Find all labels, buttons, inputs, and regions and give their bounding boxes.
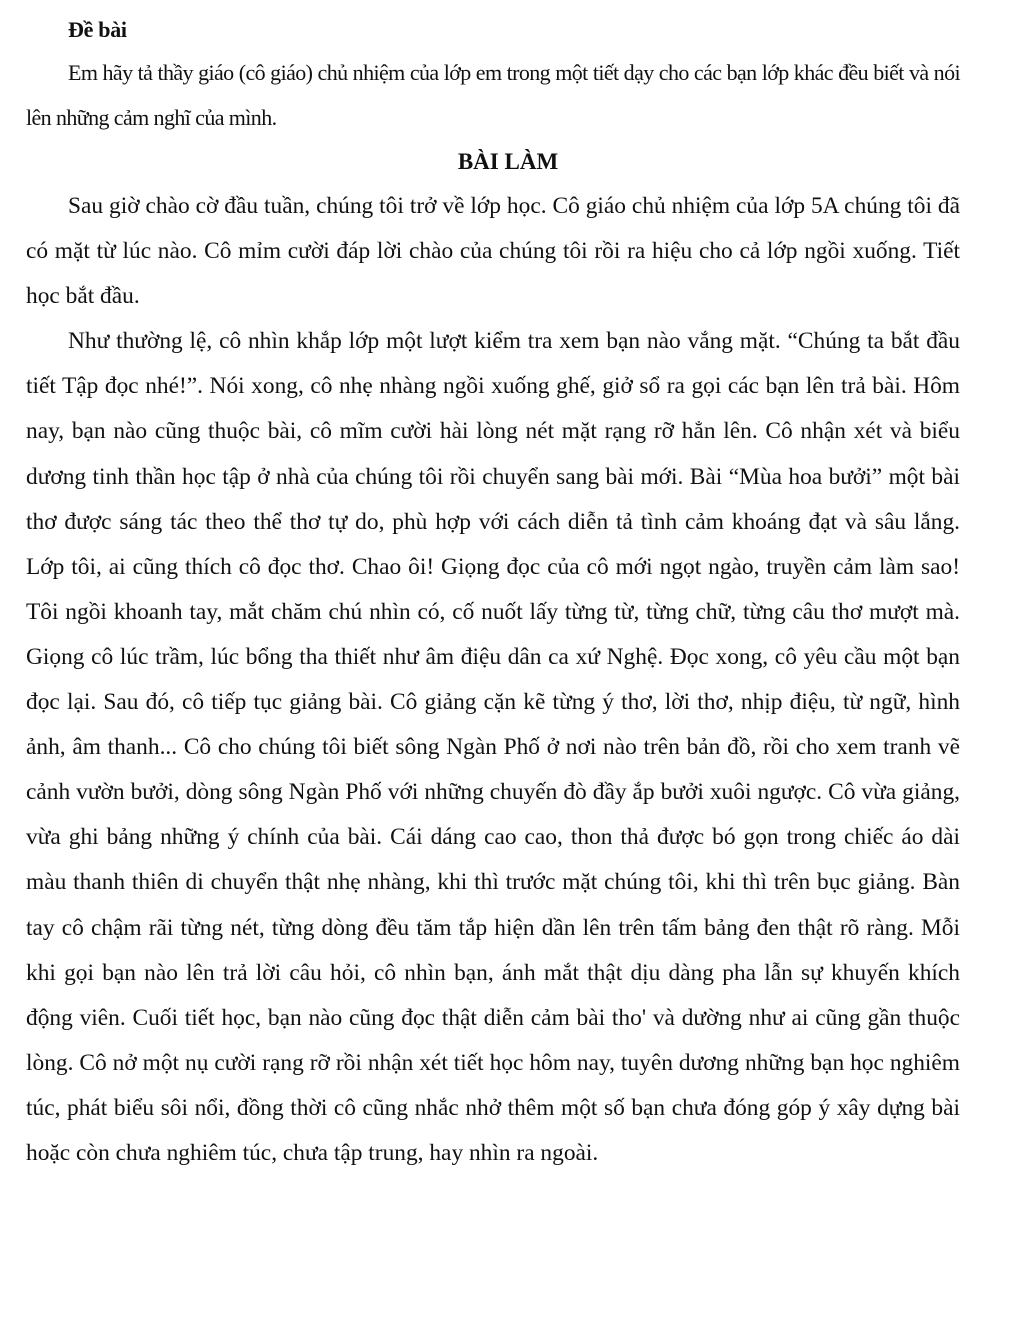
essay-title: BÀI LÀM xyxy=(457,149,559,174)
essay-paragraph-2: Như thường lệ, cô nhìn khắp lớp một lượt kiểm tra xem bạn nào vắng mặt. “Chúng ta bắt đầu tiết Tập đọc nhé!”. Nói xong, cô nhẹ nhàng ngồi xuống ghế, giở sổ ra gọi các bạn lên trả bài. Hôm nay, bạn nào cũng thuộc bài, cô mĩm cười hài lòng nét mặt rạng rỡ hẳn lên. Cô nhận xét và biểu dương tinh thần học tập ở nhà của chúng tôi rồi chuyển sang bài mới. Bài “Mùa hoa bưởi” một bài thơ được sáng tác theo thể thơ tự do, phù hợp với cách diễn tả tình cảm khoáng đạt và sâu lắng. Lớp tôi, ai cũng thích cô đọc thơ. Chao ôi! Giọng đọc của cô mới ngọt ngào, truyền cảm làm sao! Tôi ngồi khoanh tay, mắt chăm chú nhìn có, cố nuốt lấy từng từ, từng chữ, từng câu thơ mượt mà. Giọng cô lúc trầm, lúc bổng tha thiết như âm điệu dân ca xứ Nghệ. Đọc xong, cô yêu cầu một bạn đọc lại. Sau đó, cô tiếp tục giảng bài. Cô giảng cặn kẽ từng ý thơ, lời thơ, nhịp điệu, từ ngữ, hình ảnh, âm thanh... Cô cho chúng tôi biết sông Ngàn Phố ở nơi nào trên bản đồ, rồi cho xem tranh vẽ cảnh vườn bưởi, dòng sông Ngàn Phố với những chuyến đò đầy ắp bưởi xuôi ngược. Cô vừa giảng, vừa ghi bảng những ý chính của bài. Cái dáng cao cao, thon thả được bó gọn trong chiếc áo dài màu thanh thiên di chuyển thật nhẹ nhàng, khi thì trước mặt chúng tôi, khi thì trên bục giảng. Bàn tay cô chậm rãi từng nét, từng dòng đều tăm tắp hiện dần lên trên tấm bảng đen thật rõ ràng. Mỗi khi gọi bạn nào lên trả lời câu hỏi, cô nhìn bạn, ánh mắt thật dịu dàng pha lẫn sự khuyến khích động viên. Cuối tiết học, bạn nào cũng đọc thật diễn cảm bài tho' và dường như ai cũng gần thuộc lòng. Cô nở một nụ cười rạng rỡ rồi nhận xét tiết học hôm nay, tuyên dương những bạn học nghiêm túc, phát biểu sôi nổi, đồng thời cô cũng nhắc nhở thêm một số bạn chưa đóng góp ý xây dựng bài hoặc còn chưa nghiêm túc, chưa tập trung, hay nhìn ra ngoài. xyxy=(26,328,960,1166)
assignment-prompt: Em hãy tả thầy giáo (cô giáo) chủ nhiệm của lớp em trong một tiết dạy cho các bạn lớp khác đều biết và nói lên những cảm nghĩ của mình. xyxy=(26,60,960,130)
essay-paragraph-1: Sau giờ chào cờ đầu tuần, chúng tôi trở về lớp học. Cô giáo chủ nhiệm của lớp 5A chúng tôi đã có mặt từ lúc nào. Cô mỉm cười đáp lời chào của chúng tôi rồi ra hiệu cho cả lớp ngồi xuống. Tiết học bắt đầu. xyxy=(26,193,960,310)
assignment-heading: Đề bài xyxy=(68,17,127,42)
